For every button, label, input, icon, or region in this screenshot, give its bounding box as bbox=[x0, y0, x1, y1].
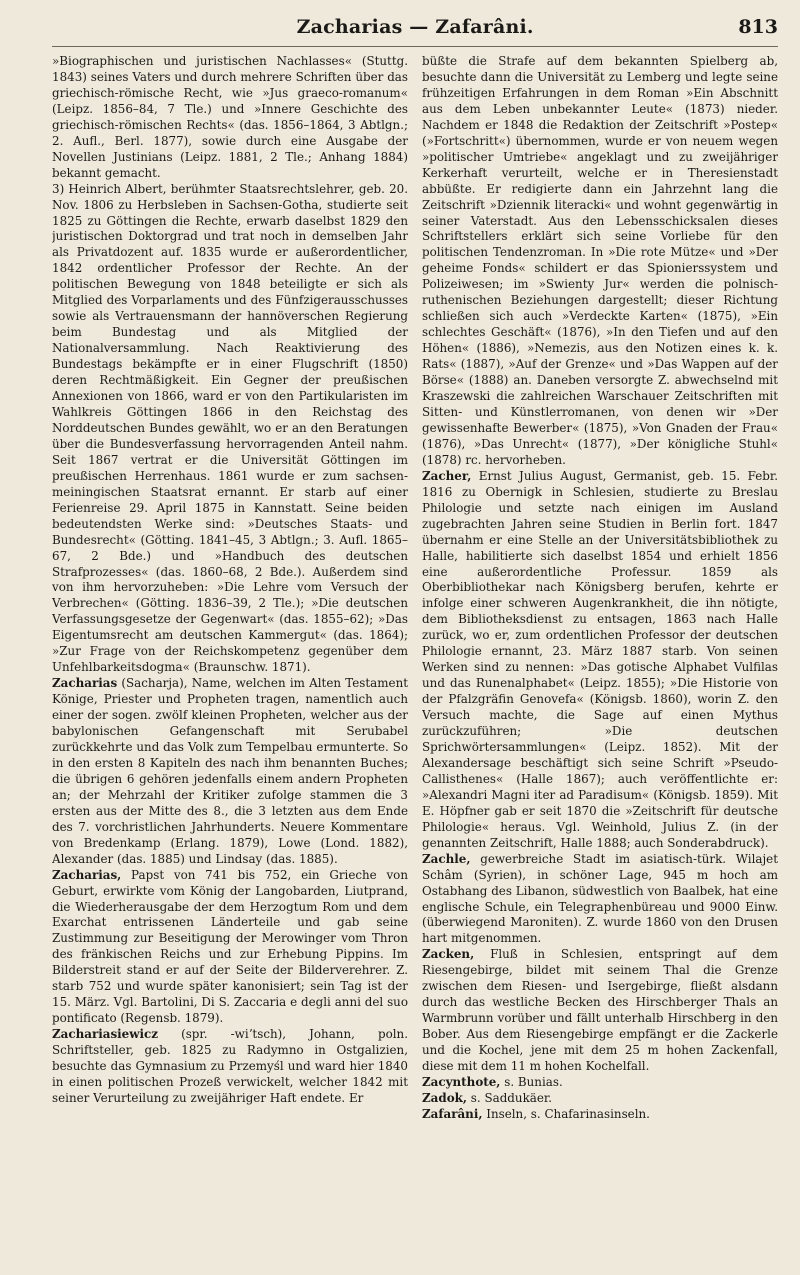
dictionary-entry bbox=[422, 852, 778, 948]
right-column bbox=[422, 54, 778, 1263]
entry-headword: Zadok, bbox=[422, 1090, 468, 1105]
entry-headword: Zacharias bbox=[52, 676, 118, 691]
entry-paragraph bbox=[422, 54, 778, 469]
entry-text: s. Bunias. bbox=[500, 1075, 563, 1089]
page-number: 813 bbox=[738, 16, 778, 38]
dictionary-entry bbox=[422, 1075, 778, 1091]
entry-headword: Zacharias, bbox=[52, 867, 122, 882]
dictionary-entry bbox=[422, 469, 778, 852]
entry-text: Fluß in Schlesien, entspringt auf dem Riesengebirge, bildet mit seinem Thal die Grenze zwischen dem Riesen- und Isergebirge, fließt alsdann durch das westliche Becken des Hirschberger Thals an Warmbrunn vorüber und fällt unterhalb Hirschberg in den Bober. Aus dem Riesengebirge empfängt er die Zackerle und die Kochel, jene mit dem 25 m hohen Zackenfall, diese mit dem 11 m hohen Kochelfall. bbox=[422, 947, 778, 1074]
entry-text: büßte die Strafe auf dem bekannten Spielberg ab, besuchte dann die Universität zu Lemberg und legte seine frühzeitigen Erfahrungen in dem Roman »Ein Abschnitt aus dem Leben unbekannter Leute« (1873) nieder. Nachdem er 1848 die Redaktion der Zeitschrift »Postep« (»Fortschritt«) übernommen, wurde er von neuem wegen »politischer Umtriebe« angeklagt und zu zweijähriger Kerkerhaft verurteilt, welche er in Theresienstadt abbüßte. Er redigierte dann ein Jahrzehnt lang die Zeitschrift »Dziennik literacki« und wohnt gegenwärtig in seiner Vaterstadt. Aus den Lebensschicksalen dieses Schriftstellers erklärt sich seine Vorliebe für den politischen Tendenzroman. In »Die rote Mütze« und »Der geheime Fonds« schildert er das Spionierssystem und Polizeiwesen; im »Swienty Jur« werden die polnisch-ruthenischen Beziehungen dargestellt; dieser Richtung schließen sich auch »Verdeckte Karten« (1875), »Ein schlechtes Geschäft« (1876), »In den Tiefen und auf den Höhen« (1886), »Nemezis, aus den Notizen eines k. k. Rats« (1887), »Auf der Grenze« und »Das Wappen auf der Börse« (1888) an. Daneben versorgte Z. abwechselnd mit Kraszewski die zahlreichen Warschauer Zeitschriften mit Sitten- und Künstlerromanen, von denen wir »Der gewissenhafte Bewerber« (1875), »Von Gnaden der Frau« (1876), »Das Unrecht« (1877), »Der königliche Stuhl« (1878) rc. hervorheben. bbox=[422, 54, 778, 467]
entry-headword: Zachariasiewicz bbox=[52, 1027, 158, 1042]
entry-text: Ernst Julius August, Germanist, geb. 15. Febr. 1816 zu Obernigk in Schlesien, studierte zu Breslau Philologie und setzte nach einigen im Ausland zugebrachten Jahren seine Studien in Berlin fort. 1847 übernahm er eine Stelle an der Universitätsbibliothek zu Halle, habilitierte sich daselbst 1854 und erhielt 1856 eine außerordentliche Professur. 1859 als Oberbibliothekar nach Königsberg berufen, kehrte er infolge einer schweren Augenkrankheit, die ihn nötigte, dem Bibliotheksdienst zu entsagen, 1863 nach Halle zurück, wo er, zum ordentlichen Professor der deutschen Philologie ernannt, 23. März 1887 starb. Von seinen Werken sind zu nennen: »Das gotische Alphabet Vulfilas und das Runenalphabet« (Leipz. 1855); »Die Historie von der Pfalzgräfin Genovefa« (Königsb. 1860), worin Z. den Versuch machte, die Sage auf einen Mythus zurückzuführen; »Die deutschen Sprichwörtersammlungen« (Leipz. 1852). Mit der Alexandersage beschäftigt sich seine Schrift »Pseudo-Callisthenes« (Halle 1867); auch veröffentlichte er: »Alexandri Magni iter ad Paradisum« (Königsb. 1859). Mit E. Höpfner gab er seit 1870 die »Zeitschrift für deutsche Philologie« heraus. Vgl. Weinhold, Julius Z. (in der genannten Zeitschrift, Halle 1888; auch Sonderabdruck). bbox=[422, 468, 778, 850]
running-header bbox=[52, 16, 778, 44]
entry-text: Inseln, s. Chafarinasinseln. bbox=[482, 1106, 650, 1121]
entry-text: gewerbreiche Stadt im asiatisch-türk. Wilajet Schâm (Syrien), in schöner Lage, 945 m hoch am Ostabhang des Libanon, südwestlich von Baalbek, hat eine englische Schule, ein Telegraphenbüreau und 9000 Einw. (überwiegend Maroniten). Z. wurde 1860 von den Drusen hart mitgenommen. bbox=[422, 851, 778, 946]
dictionary-entry bbox=[422, 947, 778, 1075]
entry-headword: Zafarâni, bbox=[422, 1106, 483, 1121]
header-title: Zacharias — Zafarâni. bbox=[296, 16, 534, 38]
entry-text: 3) Heinrich Albert, berühmter Staatsrechtslehrer, geb. 20. Nov. 1806 zu Herbsleben in Sachsen-Gotha, studierte seit 1825 zu Göttingen die Rechte, erwarb daselbst 1829 den juristischen Doktorgrad und trat noch in demselben Jahr als Privatdozent auf. 1835 wurde er außerordentlicher, 1842 ordentlicher Professor der Rechte. An der politischen Bewegung von 1848 beteiligte er sich als Mitglied des Vorparlaments und des Fünfzigerausschusses sowie als Vertrauensmann der hannöverschen Regierung beim Bundestag und als Mitglied der Nationalversammlung. Nach Reaktivierung des Bundestags bekämpfte er in einer Flugschrift (1850) deren Rechtmäßigkeit. Ein Gegner der preußischen Annexionen von 1866, ward er von den Partikularisten im Wahlkreis Göttingen 1866 in den Reichstag des Norddeutschen Bundes gewählt, wo er an den Beratungen über die Bundesverfassung hervorragenden Anteil nahm. Seit 1867 vertrat er die Universität Göttingen im preußischen Herrenhaus. 1861 wurde er zum sachsen-meiningischen Staatsrat ernannt. Er starb auf einer Ferienreise 29. April 1875 in Kannstatt. Seine beiden bedeutendsten Werke sind: »Deutsches Staats- und Bundesrecht« (Götting. 1841–45, 3 Abtlgn.; 3. Aufl. 1865–67, 2 Bde.) und »Handbuch des deutschen Strafprozesses« (das. 1860–68, 2 Bde.). Außerdem sind von ihm hervorzuheben: »Die Lehre vom Versuch der Verbrechen« (Götting. 1836–39, 2 Tle.); »Die deutschen Verfassungsgesetze der Gegenwart« (das. 1855–62); »Das Eigentumsrecht am deutschen Kammergut« (das. 1864); »Zur Frage von der Reichskompetenz gegenüber dem Unfehlbarkeitsdogma« (Braunschw. 1871). bbox=[52, 181, 408, 675]
header-rule bbox=[52, 46, 778, 47]
entry-headword: Zacynthote, bbox=[422, 1075, 501, 1089]
entry-text: Papst von 741 bis 752, ein Grieche von Geburt, erwirkte vom König der Langobarden, Liutprand, die Wiederherausgabe der dem Herzogtum Rom und dem Exarchat entrissenen Länderteile und gab seine Zustimmung zur Beseitigung der Merowinger vom Thron des fränkischen Reichs und zur Erhebung Pippins. Im Bilderstreit stand er auf der Seite der Bilderverehrer. Z. starb 752 und wurde später kanonisiert; sein Tag ist der 15. März. Vgl. Bartolini, Di S. Zaccaria e degli anni del suo pontificato (Regensb. 1879). bbox=[52, 867, 408, 1026]
dictionary-entry bbox=[52, 1027, 408, 1107]
dictionary-entry bbox=[52, 676, 408, 867]
dictionary-entry bbox=[422, 1107, 778, 1123]
entry-text: (Sacharja), Name, welchen im Alten Testament Könige, Priester und Propheten tragen, namentlich auch einer der sogen. zwölf kleinen Propheten, welcher aus der babylonischen Gefangenschaft mit Serubabel zurückkehrte und das Volk zum Tempelbau ermunterte. So in den ersten 8 Kapiteln des nach ihm benannten Buches; die übrigen 6 gehören jedenfalls einem andern Propheten an; der Mehrzahl der Kritiker zufolge stammen die 3 ersten aus der Mitte des 8., die 3 letzten aus dem Ende des 7. vorchristlichen Jahrhunderts. Neuere Kommentare von Bredenkamp (Erlang. 1879), Lowe (Lond. 1882), Alexander (das. 1885) und Lindsay (das. 1885). bbox=[52, 676, 408, 866]
text-columns bbox=[52, 54, 778, 1263]
entry-paragraph bbox=[52, 54, 408, 182]
entry-headword: Zachle, bbox=[422, 851, 471, 866]
entry-headword: Zacken, bbox=[422, 947, 475, 962]
entry-text: »Biographischen und juristischen Nachlasses« (Stuttg. 1843) seines Vaters und durch mehrere Schriften über das griechisch-römische Recht, wie »Jus graeco-romanum« (Leipz. 1856–84, 7 Tle.) und »Innere Geschichte des griechisch-römischen Rechts« (das. 1856–1864, 3 Abtlgn.; 2. Aufl., Berl. 1877), sowie durch eine Ausgabe der Novellen Justinians (Leipz. 1881, 2 Tle.; Anhang 1884) bekannt gemacht. bbox=[52, 54, 408, 180]
entry-paragraph bbox=[52, 182, 408, 677]
dictionary-entry bbox=[422, 1091, 778, 1107]
dictionary-entry bbox=[52, 868, 408, 1028]
entry-headword: Zacher, bbox=[422, 468, 472, 483]
entry-text: s. Saddukäer. bbox=[467, 1090, 553, 1105]
left-column bbox=[52, 54, 408, 1263]
entry-text: (spr. -wiʼtsch), Johann, poln. Schriftsteller, geb. 1825 zu Radymno in Ostgalizien, besuchte das Gymnasium zu Przemyśl und ward hier 1840 in einen politischen Prozeß verwickelt, welcher 1842 mit seiner Verurteilung zu zweijähriger Haft endete. Er bbox=[52, 1027, 408, 1105]
